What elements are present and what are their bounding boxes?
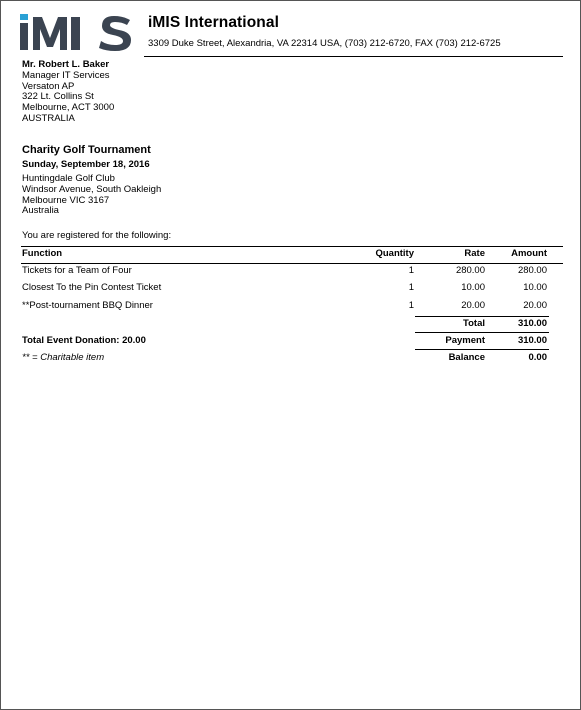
- col-header-rate: Rate: [464, 248, 485, 259]
- registration-intro: You are registered for the following:: [22, 230, 172, 241]
- header-divider: [144, 56, 563, 57]
- balance-label: Balance: [448, 352, 485, 363]
- payment-label: Payment: [445, 335, 485, 346]
- total-value: 310.00: [517, 318, 547, 329]
- event-title: Charity Golf Tournament: [22, 144, 151, 156]
- balance-rule: [415, 349, 549, 350]
- event-venue: [22, 174, 161, 217]
- recipient-line: Versaton AP: [22, 80, 75, 92]
- balance-value: 0.00: [528, 352, 547, 363]
- table-header-rule: [21, 263, 563, 264]
- table-top-rule: [21, 246, 563, 247]
- table-row-quantity: 1: [408, 265, 414, 276]
- table-row-rate: 10.00: [461, 282, 485, 293]
- totals-top-rule: [415, 316, 549, 317]
- table-row-quantity: 1: [408, 282, 414, 293]
- table-row-function: Tickets for a Team of Four: [22, 265, 132, 276]
- table-row-function: **Post-tournament BBQ Dinner: [22, 300, 153, 311]
- payment-rule: [415, 332, 549, 333]
- event-date: Sunday, September 18, 2016: [22, 159, 150, 170]
- table-row-rate: 20.00: [461, 300, 485, 311]
- payment-value: 310.00: [517, 335, 547, 346]
- table-row-quantity: 1: [408, 300, 414, 311]
- imis-logo: [19, 14, 133, 51]
- recipient-line: Manager IT Services: [22, 69, 110, 81]
- recipient-line: AUSTRALIA: [22, 112, 75, 124]
- venue-line: Windsor Avenue, South Oakleigh: [22, 183, 162, 195]
- recipient-line: Melbourne, ACT 3000: [22, 102, 115, 114]
- org-address: 3309 Duke Street, Alexandria, VA 22314 USA, (703) 212-6720, FAX (703) 212-6725: [148, 38, 501, 49]
- charitable-note: ** = Charitable item: [22, 352, 105, 363]
- venue-line: Huntingdale Golf Club: [22, 173, 115, 184]
- recipient-address: [22, 60, 114, 125]
- table-row-amount: 280.00: [517, 265, 547, 276]
- table-row-amount: 10.00: [523, 282, 547, 293]
- total-label: Total: [463, 318, 485, 329]
- event-donation: Total Event Donation: 20.00: [22, 335, 146, 346]
- table-row-rate: 280.00: [455, 265, 485, 276]
- col-header-amount: Amount: [511, 248, 547, 259]
- table-row-amount: 20.00: [523, 300, 547, 311]
- table-row-function: Closest To the Pin Contest Ticket: [22, 282, 162, 293]
- venue-line: Melbourne VIC 3167: [22, 194, 110, 206]
- venue-line: Australia: [22, 205, 59, 217]
- recipient-name: Mr. Robert L. Baker: [22, 59, 110, 70]
- col-header-quantity: Quantity: [375, 248, 414, 259]
- col-header-function: Function: [22, 248, 63, 259]
- recipient-line: 322 Lt. Collins St: [22, 91, 94, 103]
- org-name: iMIS International: [148, 14, 279, 31]
